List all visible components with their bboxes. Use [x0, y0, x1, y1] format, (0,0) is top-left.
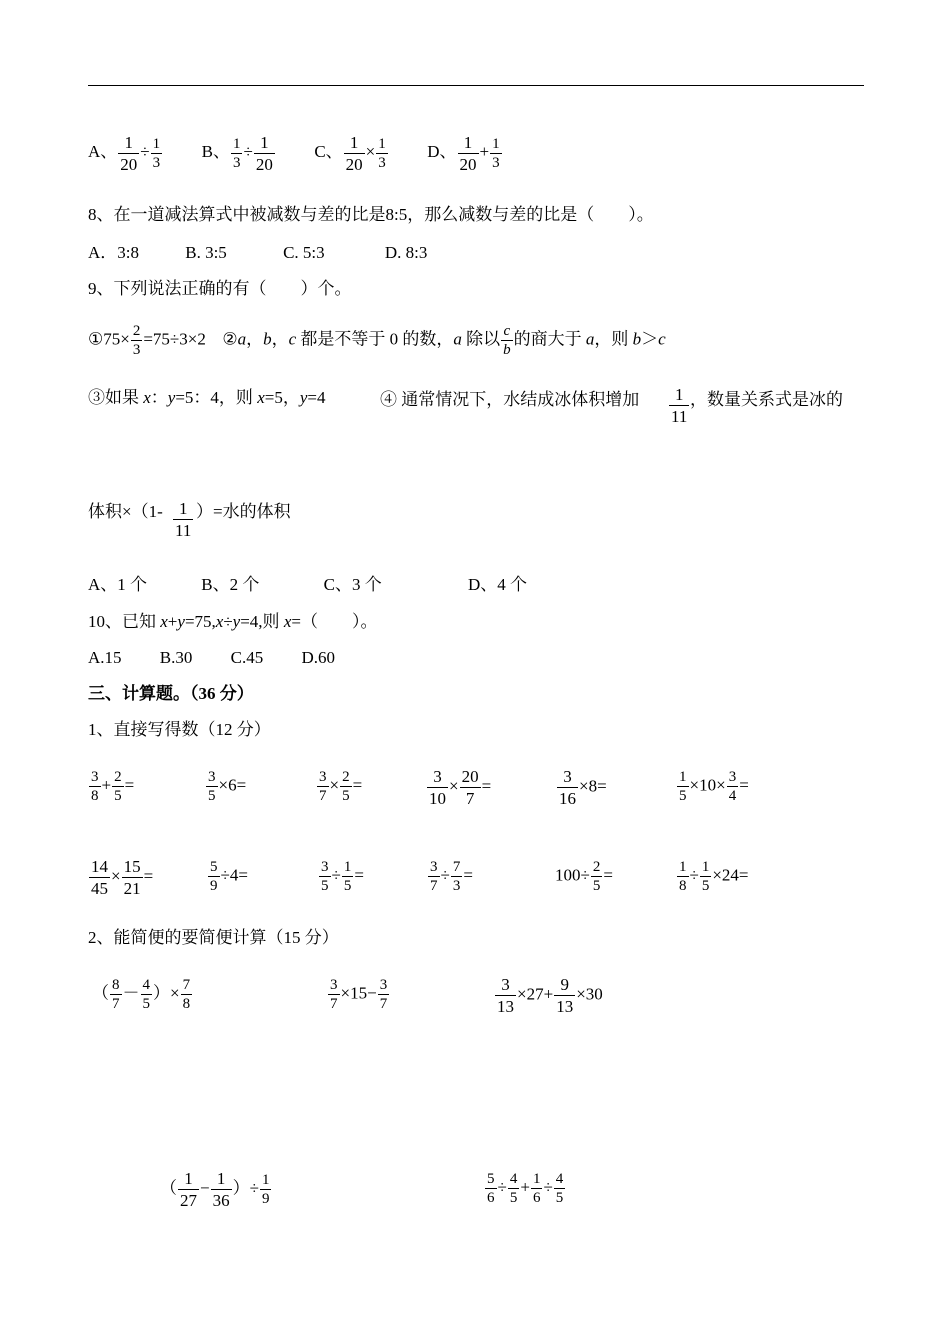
fraction: $\frac{3}{5}$: [321, 859, 329, 894]
fraction: $\frac{8}{7}$: [112, 977, 120, 1012]
fraction: $\frac{1}{6}$: [532, 1171, 541, 1206]
calc-item-8: $\frac{5}{9}$ ÷4=: [210, 859, 248, 894]
q8-option-c[interactable]: C. 5:3: [283, 243, 325, 262]
fraction: $\frac{1}{5}$: [343, 859, 352, 894]
fraction: $\frac{7}{8}$: [182, 977, 191, 1012]
q9-option-d[interactable]: D、4 个: [467, 575, 527, 594]
fraction: $\frac{1}{3}$: [232, 136, 241, 171]
calc-item-1: $\frac{3}{8}$ + $\frac{2}{5}$ =: [91, 769, 135, 804]
q9-statement-4-frac2: [172, 498, 194, 541]
fraction: $\frac{3}{5}$: [208, 769, 216, 804]
calc-item-5: $\frac{3}{16}$ ×8=: [559, 767, 607, 808]
simp-expr-4: （ $\frac{1}{27}$ − $\frac{1}{36}$ ）÷ $\frac{1}{9}$: [160, 1169, 270, 1210]
fraction: $\frac{1}{20}$: [120, 133, 138, 174]
fraction: $\frac{5}{9}$: [210, 859, 218, 894]
q9-statement-4-frac: [668, 385, 690, 427]
simp-expr-5: $\frac{5}{6}$ ÷ $\frac{4}{5}$ + $\frac{1}{6}$ ÷ $\frac{4}{5}$: [487, 1171, 564, 1206]
q10-text: 10、已知 x+y=75,x÷y=4,则 x=（ ）。: [88, 612, 378, 631]
q10-option-c[interactable]: C.45: [230, 648, 264, 667]
q8-option-a[interactable]: A．3:8: [88, 243, 139, 262]
simp-expr-3: $\frac{3}{13}$ ×27+ $\frac{9}{13}$ ×30: [497, 975, 603, 1016]
part-1-title: 1、直接写得数（12 分）: [88, 720, 271, 739]
fraction: $\frac{4}{5}$: [142, 977, 150, 1012]
fraction: $\frac{3}{7}$: [430, 859, 438, 894]
fraction: $\frac{1}{5}$: [679, 769, 687, 804]
calc-item-2: $\frac{3}{5}$ ×6=: [208, 769, 247, 804]
q9-options: [88, 575, 527, 595]
q9-option-a[interactable]: A、1 个: [88, 575, 148, 594]
fraction: $\frac{3}{10}$: [429, 767, 446, 808]
fraction: $\frac{3}{8}$: [91, 769, 99, 804]
fraction: $\frac{14}{45}$: [91, 857, 108, 898]
fraction: $\frac{2}{5}$: [114, 769, 122, 804]
fraction: $\frac{1}{36}$: [212, 1169, 230, 1210]
fraction: $\frac{1}{3}$: [152, 136, 161, 171]
simp-expr-2: $\frac{3}{7}$ ×15− $\frac{3}{7}$: [330, 977, 388, 1012]
part-2-title: 2、能简便的要简便计算（15 分）: [88, 928, 339, 947]
calc-item-7: $\frac{14}{45}$ × $\frac{15}{21}$ =: [91, 857, 154, 898]
q8-options: [88, 243, 427, 263]
fraction: $\frac{1}{20}$: [345, 133, 363, 174]
q9-option-b[interactable]: B、2 个: [201, 575, 260, 594]
q7-options: [88, 132, 503, 175]
fraction: $\frac{2}{5}$: [342, 769, 350, 804]
fraction: $\frac{3}{7}$: [379, 977, 388, 1012]
fraction: $\frac{1}{20}$: [255, 133, 273, 174]
q8-option-b[interactable]: B. 3:5: [185, 243, 227, 262]
fraction: $\frac{1}{5}$: [701, 859, 710, 894]
header-rule: [88, 85, 864, 86]
fraction: $\frac{3}{7}$: [330, 977, 338, 1012]
q9-statements-3-4: ③如果 x：y=5：4，则 x=5，y=4: [88, 388, 326, 407]
calc-item-4: $\frac{3}{10}$ × $\frac{20}{7}$ =: [429, 767, 492, 808]
calc-item-3: $\frac{3}{7}$ × $\frac{2}{5}$ =: [319, 769, 363, 804]
fraction: $\frac{3}{7}$: [319, 769, 327, 804]
fraction: $\frac{1}{11}$: [175, 499, 192, 540]
calc-item-12: $\frac{1}{8}$ ÷ $\frac{1}{5}$ ×24=: [679, 859, 749, 894]
fraction: $\frac{4}{5}$: [555, 1171, 564, 1206]
calc-item-6: $\frac{1}{5}$ ×10× $\frac{3}{4}$ =: [679, 769, 749, 804]
q10-option-d[interactable]: D.60: [301, 648, 335, 667]
q8-text: 8、在一道减法算式中被减数与差的比是8:5，那么减数与差的比是（ ）。: [88, 205, 654, 224]
q8-option-d[interactable]: D. 8:3: [384, 243, 428, 262]
fraction: $\frac{9}{13}$: [556, 975, 574, 1016]
q9-statement-4-cont: 体积×（1-: [88, 502, 163, 521]
fraction: $\frac{3}{4}$: [728, 769, 737, 804]
q10-option-a[interactable]: A.15: [88, 648, 122, 667]
q10-option-b[interactable]: B.30: [159, 648, 193, 667]
fraction: $\frac{1}{8}$: [679, 859, 687, 894]
q9-statement-4-part2: ，数量关系式是冰的: [690, 390, 843, 409]
q9-statement-4-part1: ④ 通常情况下，水结成冰体积增加: [380, 390, 640, 409]
fraction: $\frac{c}{b}$: [503, 323, 511, 358]
fraction: $\frac{1}{3}$: [378, 136, 386, 171]
fraction: $\frac{3}{13}$: [497, 975, 514, 1016]
fraction: $\frac{1}{20}$: [459, 133, 477, 174]
fraction: $\frac{1}{9}$: [261, 1172, 270, 1207]
fraction: $\frac{2}{3}$: [132, 323, 141, 358]
fraction: $\frac{1}{27}$: [180, 1169, 197, 1210]
fraction: $\frac{1}{11}$: [671, 385, 688, 426]
calc-item-10: $\frac{3}{7}$ ÷ $\frac{7}{3}$ =: [430, 859, 473, 894]
q9-statement-4-end: ）=水的体积: [196, 502, 291, 521]
q9-statements-1-2: ①75× $\frac{2}{3}$ =75÷3×2 ②a，b，c 都是不等于 0 的数，a 除以 $\frac{c}{b}$ 的商大于 a，则 b＞c: [88, 323, 666, 358]
fraction: $\frac{20}{7}$: [461, 767, 479, 808]
fraction: $\frac{4}{5}$: [509, 1171, 518, 1206]
section-3-title: 三、计算题。（36 分）: [88, 684, 254, 703]
q10-options: [88, 648, 335, 668]
q9-text: 9、下列说法正确的有（ ）个。: [88, 279, 352, 298]
calc-item-9: $\frac{3}{5}$ ÷ $\frac{1}{5}$ =: [321, 859, 364, 894]
q7-option-c[interactable]: C、 $\frac{1}{20}$ × $\frac{1}{3}$: [314, 133, 386, 174]
fraction: $\frac{3}{16}$: [559, 767, 576, 808]
fraction: $\frac{5}{6}$: [487, 1171, 495, 1206]
simp-expr-1: （ $\frac{8}{7}$ － $\frac{4}{5}$ ）× $\frac{7}{8}$: [92, 977, 191, 1012]
q7-option-a[interactable]: A、 $\frac{1}{20}$ ÷ $\frac{1}{3}$: [88, 133, 161, 174]
q9-option-c[interactable]: C、3 个: [323, 575, 382, 594]
calc-item-11: 100÷ $\frac{2}{5}$ =: [555, 859, 613, 894]
q7-option-d[interactable]: D、 $\frac{1}{20}$ + $\frac{1}{3}$: [427, 133, 500, 174]
fraction: $\frac{15}{21}$: [123, 857, 141, 898]
fraction: $\frac{7}{3}$: [452, 859, 461, 894]
fraction: $\frac{2}{5}$: [592, 859, 601, 894]
fraction: $\frac{1}{3}$: [492, 136, 500, 171]
q7-option-b[interactable]: B、 $\frac{1}{3}$ ÷ $\frac{1}{20}$: [201, 133, 273, 174]
